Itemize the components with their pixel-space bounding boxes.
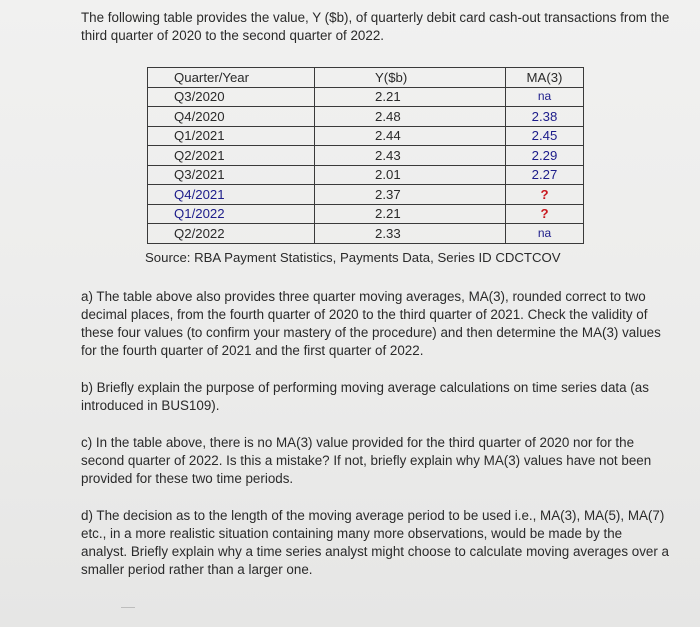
table-row bbox=[148, 87, 584, 107]
question-d: d) The decision as to the length of the moving average period to be used i.e., MA(3), MA(5), MA(7) etc., in a more realistic situation containing many more observations, would be made by the analyst. Briefly explain why a time series analyst might choose to calculate moving averages over a smaller period rather than a larger one. bbox=[81, 508, 669, 577]
cell-quarter: Q3/2020 bbox=[148, 87, 315, 107]
data-table bbox=[147, 67, 584, 244]
cell-quarter: Q1/2022 bbox=[148, 204, 315, 224]
cell-y: 2.43 bbox=[315, 146, 506, 166]
cell-y: 2.37 bbox=[315, 185, 506, 205]
cell-y: 2.48 bbox=[315, 107, 506, 127]
table-row bbox=[148, 185, 584, 205]
intro-paragraph: The following table provides the value, Y ($b), of quarterly debit card cash-out transactions from the third quarter of 2020 to the second quarter of 2022. bbox=[81, 10, 670, 43]
cell-y: 2.01 bbox=[315, 165, 506, 185]
cell-quarter: Q4/2020 bbox=[148, 107, 315, 127]
cell-ma3: 2.27 bbox=[506, 165, 584, 185]
cell-quarter: Q4/2021 bbox=[148, 185, 315, 205]
cell-quarter: Q2/2021 bbox=[148, 146, 315, 166]
cell-ma3: na bbox=[506, 87, 584, 107]
cell-y: 2.21 bbox=[315, 204, 506, 224]
header-y: Y($b) bbox=[315, 68, 506, 88]
table-source: Source: RBA Payment Statistics, Payments Data, Series ID CDCTCOV bbox=[145, 250, 561, 265]
cell-ma3: 2.29 bbox=[506, 146, 584, 166]
cell-ma3: na bbox=[506, 224, 584, 244]
cell-y: 2.21 bbox=[315, 87, 506, 107]
question-c: c) In the table above, there is no MA(3) value provided for the third quarter of 2020 nor for the second quarter of 2022. Is this a mistake? If not, briefly explain why MA(3) values have not been provided for these two time periods. bbox=[81, 435, 652, 486]
cell-ma3: 2.45 bbox=[506, 126, 584, 146]
cell-quarter: Q3/2021 bbox=[148, 165, 315, 185]
table-row bbox=[148, 126, 584, 146]
cell-quarter: Q2/2022 bbox=[148, 224, 315, 244]
cell-ma3: 2.38 bbox=[506, 107, 584, 127]
table-header-row bbox=[148, 68, 584, 88]
table-row bbox=[148, 107, 584, 127]
cell-ma3-unknown: ? bbox=[506, 204, 584, 224]
cell-quarter: Q1/2021 bbox=[148, 126, 315, 146]
header-ma3: MA(3) bbox=[506, 68, 584, 88]
table-row bbox=[148, 224, 584, 244]
table-row bbox=[148, 204, 584, 224]
header-quarter: Quarter/Year bbox=[148, 68, 315, 88]
divider-mark bbox=[121, 607, 135, 608]
table-row bbox=[148, 146, 584, 166]
cell-ma3-unknown: ? bbox=[506, 185, 584, 205]
table-row bbox=[148, 165, 584, 185]
question-a: a) The table above also provides three quarter moving averages, MA(3), rounded correct to two decimal places, from the fourth quarter of 2020 to the third quarter of 2021. Check the validity of these four values (to confirm your mastery of the procedure) and then determine the MA(3) values for the fourth quarter of 2021 and the first quarter of 2022. bbox=[81, 289, 661, 358]
cell-y: 2.44 bbox=[315, 126, 506, 146]
cell-y: 2.33 bbox=[315, 224, 506, 244]
question-b: b) Briefly explain the purpose of performing moving average calculations on time series data (as introduced in BUS109). bbox=[81, 380, 649, 413]
